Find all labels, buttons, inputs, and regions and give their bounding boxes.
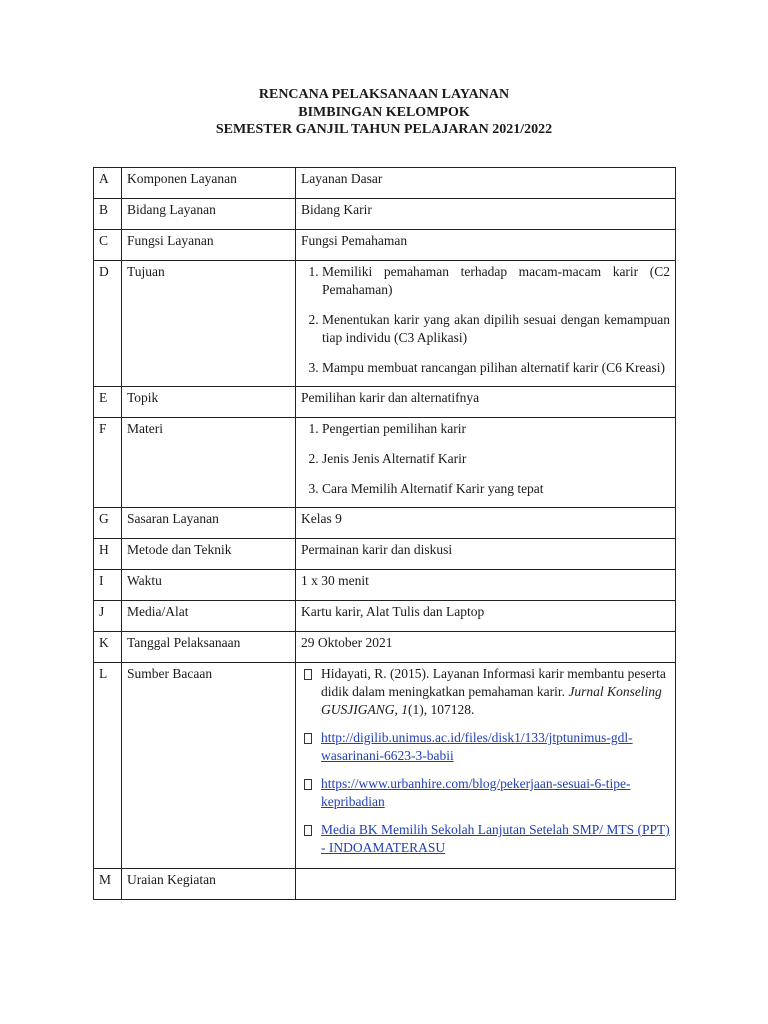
list-item: 3. Mampu membuat rancangan pilihan alternatif karir (C6 Kreasi) [322, 359, 670, 377]
reference-separator: , [394, 702, 402, 717]
row-value [296, 663, 676, 869]
row-label: Media/Alat [122, 601, 296, 632]
plan-table [93, 167, 676, 900]
row-letter: G [94, 508, 122, 539]
row-value: Layanan Dasar [296, 168, 676, 199]
row-label: Fungsi Layanan [122, 230, 296, 261]
row-letter: H [94, 539, 122, 570]
table-row [94, 632, 676, 663]
table-row [94, 387, 676, 418]
reference-item [301, 729, 670, 765]
reference-item [301, 665, 670, 719]
table-row [94, 570, 676, 601]
table-row [94, 168, 676, 199]
row-label: Waktu [122, 570, 296, 601]
row-label: Metode dan Teknik [122, 539, 296, 570]
table-row [94, 230, 676, 261]
reference-pages: (1), 107128. [408, 702, 475, 717]
reference-link-urbanhire[interactable]: https://www.urbanhire.com/blog/pekerjaan-sesuai-6-tipe-kepribadian [321, 776, 631, 809]
row-letter: D [94, 261, 122, 387]
objectives-list [301, 263, 670, 377]
checkbox-glyph-icon [304, 733, 312, 744]
document-title [0, 86, 768, 139]
row-letter: K [94, 632, 122, 663]
row-label: Materi [122, 418, 296, 508]
title-line-3: SEMESTER GANJIL TAHUN PELAJARAN 2021/2022 [215, 122, 553, 137]
table-row [94, 601, 676, 632]
row-value: Pemilihan karir dan alternatifnya [296, 387, 676, 418]
row-value: Bidang Karir [296, 199, 676, 230]
row-label: Komponen Layanan [122, 168, 296, 199]
checkbox-glyph-icon [304, 669, 312, 680]
reference-link-indoamaterasu[interactable]: Media BK Memilih Sekolah Lanjutan Setelah SMP/ MTS (PPT) - INDOAMATERASU [321, 822, 670, 855]
row-letter: C [94, 230, 122, 261]
row-label: Topik [122, 387, 296, 418]
row-letter: F [94, 418, 122, 508]
row-letter: L [94, 663, 122, 869]
row-letter: M [94, 869, 122, 900]
title-line-2: BIMBINGAN KELOMPOK [298, 104, 470, 120]
row-letter: E [94, 387, 122, 418]
list-item: 2. Menentukan karir yang akan dipilih sesuai dengan kemampuan tiap individu (C3 Aplikasi) [322, 311, 670, 347]
list-item: 2. Jenis Jenis Alternatif Karir [322, 450, 670, 468]
checkbox-glyph-icon [304, 779, 312, 790]
row-letter: A [94, 168, 122, 199]
row-value: Kartu karir, Alat Tulis dan Laptop [296, 601, 676, 632]
row-letter: I [94, 570, 122, 601]
row-value: Kelas 9 [296, 508, 676, 539]
row-label: Uraian Kegiatan [122, 869, 296, 900]
row-label: Sumber Bacaan [122, 663, 296, 869]
reference-link-digilib[interactable]: http://digilib.unimus.ac.id/files/disk1/133/jtptunimus-gdl-wasarinani-6623-3-babii [321, 730, 633, 763]
table-row [94, 418, 676, 508]
table-row [94, 508, 676, 539]
table-row [94, 539, 676, 570]
materials-list [301, 420, 670, 498]
table-row [94, 869, 676, 900]
reference-volume: 1 [401, 702, 408, 717]
list-item: 1. Pengertian pemilihan karir [322, 420, 670, 438]
row-value: 29 Oktober 2021 [296, 632, 676, 663]
title-line-1: RENCANA PELAKSANAAN LAYANAN [258, 87, 510, 102]
reference-journal: Jurnal Konseling GUSJIGANG [321, 684, 662, 717]
reference-item [301, 775, 670, 811]
table-row [94, 199, 676, 230]
row-value [296, 869, 676, 900]
row-label: Bidang Layanan [122, 199, 296, 230]
table-row [94, 261, 676, 387]
row-label: Tujuan [122, 261, 296, 387]
row-value [296, 261, 676, 387]
row-letter: B [94, 199, 122, 230]
row-label: Sasaran Layanan [122, 508, 296, 539]
row-value: Permainan karir dan diskusi [296, 539, 676, 570]
list-item: 1. Memiliki pemahaman terhadap macam-macam karir (C2 Pemahaman) [322, 263, 670, 299]
table-row [94, 663, 676, 869]
row-letter: J [94, 601, 122, 632]
row-value [296, 418, 676, 508]
row-label: Tanggal Pelaksanaan [122, 632, 296, 663]
list-item: 3. Cara Memilih Alternatif Karir yang tepat [322, 480, 670, 498]
reference-item [301, 821, 670, 857]
row-value: Fungsi Pemahaman [296, 230, 676, 261]
checkbox-glyph-icon [304, 825, 312, 836]
reference-text: Hidayati, R. (2015). Layanan Informasi karir membantu peserta didik dalam meningkatkan pemahaman karir. [321, 666, 666, 699]
row-value: 1 x 30 menit [296, 570, 676, 601]
references-list [301, 665, 670, 857]
